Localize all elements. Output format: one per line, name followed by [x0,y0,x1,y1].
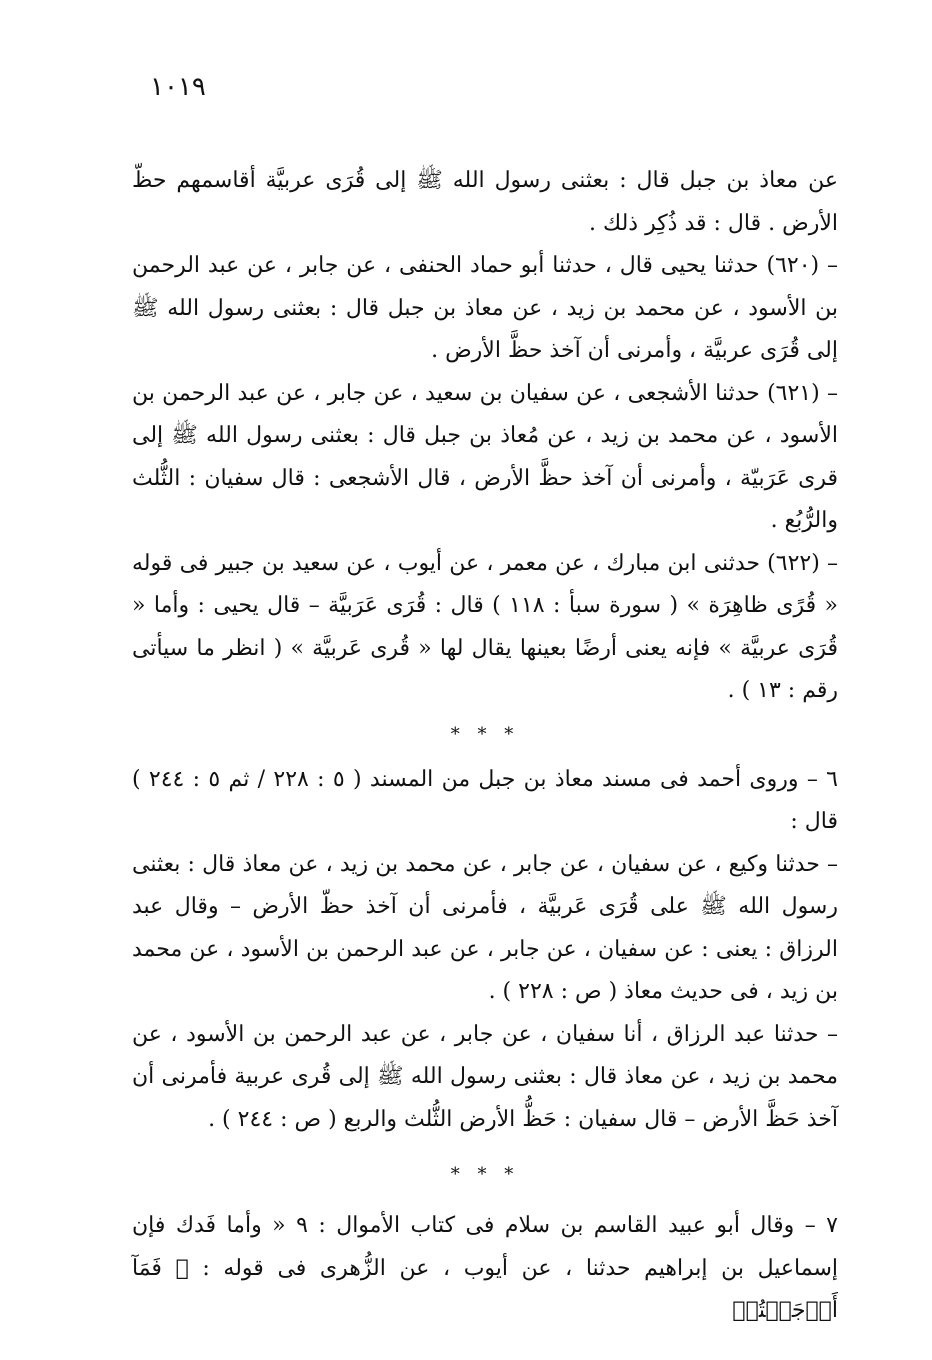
page-body [132,160,838,1333]
paragraph-section-6: ٦ – وروى أحمد فى مسند معاذ بن جبل من المسند ( ٥ : ٢٢٨ / ثم ٥ : ٢٤٤ ) قال : [132,766,838,834]
paragraph-abd-al-razzaq: – حدثنا عبد الرزاق ، أنا سفيان ، عن جابر ، عن عبد الرحمن بن الأسود ، عن محمد بن زيد ، عن معاذ قال : بعثنى رسول الله ﷺ إلى قُرى عربية فأمرنى أن آخذ حَظَّ الأرض – قال سفيان : حَظُّ الأرض الثُّلث والربع ( ص : ٢٤٤ ) . [132,1021,838,1132]
paragraph-hadith-620: – (٦٢٠) حدثنا يحيى قال ، حدثنا أبو حماد الحنفى ، عن جابر ، عن عبد الرحمن بن الأسود ، عن محمد بن زيد ، عن معاذ بن جبل قال : بعثنى رسول الله ﷺ إلى قُرَى عربيَّة ، وأمرنى أن آخذ حظَّ الأرض . [132,253,838,363]
paragraph-intro: عن معاذ بن جبل قال : بعثنى رسول الله ﷺ إلى قُرَى عربيَّة أقاسمهم حظّ الأرض . قال : قد ذُكِر ذلك . [132,168,838,236]
section-separator: * * * [450,723,520,745]
page-number: ١٠١٩ [150,72,206,102]
section-separator: * * * [450,1164,520,1185]
paragraph-hadith-621: – (٦٢١) حدثنا الأشجعى ، عن سفيان بن سعيد ، عن جابر ، عن عبد الرحمن بن الأسود ، عن محمد بن زيد ، عن مُعاذ بن جبل قال : بعثنى رسول الله ﷺ إلى قرى عَرَبيّة ، وأمرنى أن آخذ حظَّ الأرض ، قال الأشجعى : قال سفيان : الثُّلث والرُّبُع . [132,380,838,533]
paragraph-hadith-622: – (٦٢٢) حدثنى ابن مبارك ، عن معمر ، عن أيوب ، عن سعيد بن جبير فى قوله « قُرًى ظاهِرَة » ( سورة سبأ : ١١٨ ) قال : قُرَى عَرَبيَّة – قال يحيى : وأما « قُرَى عربيَّة » فإنه يعنى أرضًا بعينها يقال لها « قُرى عَربيَّة » ( انظر ما سيأتى رقم : ١٣ ) . [132,550,839,703]
paragraph-waki: – حدثنا وكيع ، عن سفيان ، عن جابر ، عن محمد بن زيد ، عن معاذ قال : بعثنى رسول الله ﷺ على قُرَى عَربيَّة ، فأمرنى أن آخذ حظّ الأرض – وقال عبد الرزاق : يعنى : عن سفيان ، عن جابر ، عن عبد الرحمن بن الأسود ، عن محمد بن زيد ، فى حديث معاذ ( ص : ٢٢٨ ) . [132,851,838,1004]
paragraph-section-7: ٧ – وقال أبو عبيد القاسم بن سلام فى كتاب الأموال : ٩ « وأما فَدك فإن إسماعيل بن إبراهيم حدثنا ، عن أيوب ، عن الزُّهرى فى قوله : ﴿ فَمَآ أَوۡجَفۡتُمۡ [132,1213,838,1323]
